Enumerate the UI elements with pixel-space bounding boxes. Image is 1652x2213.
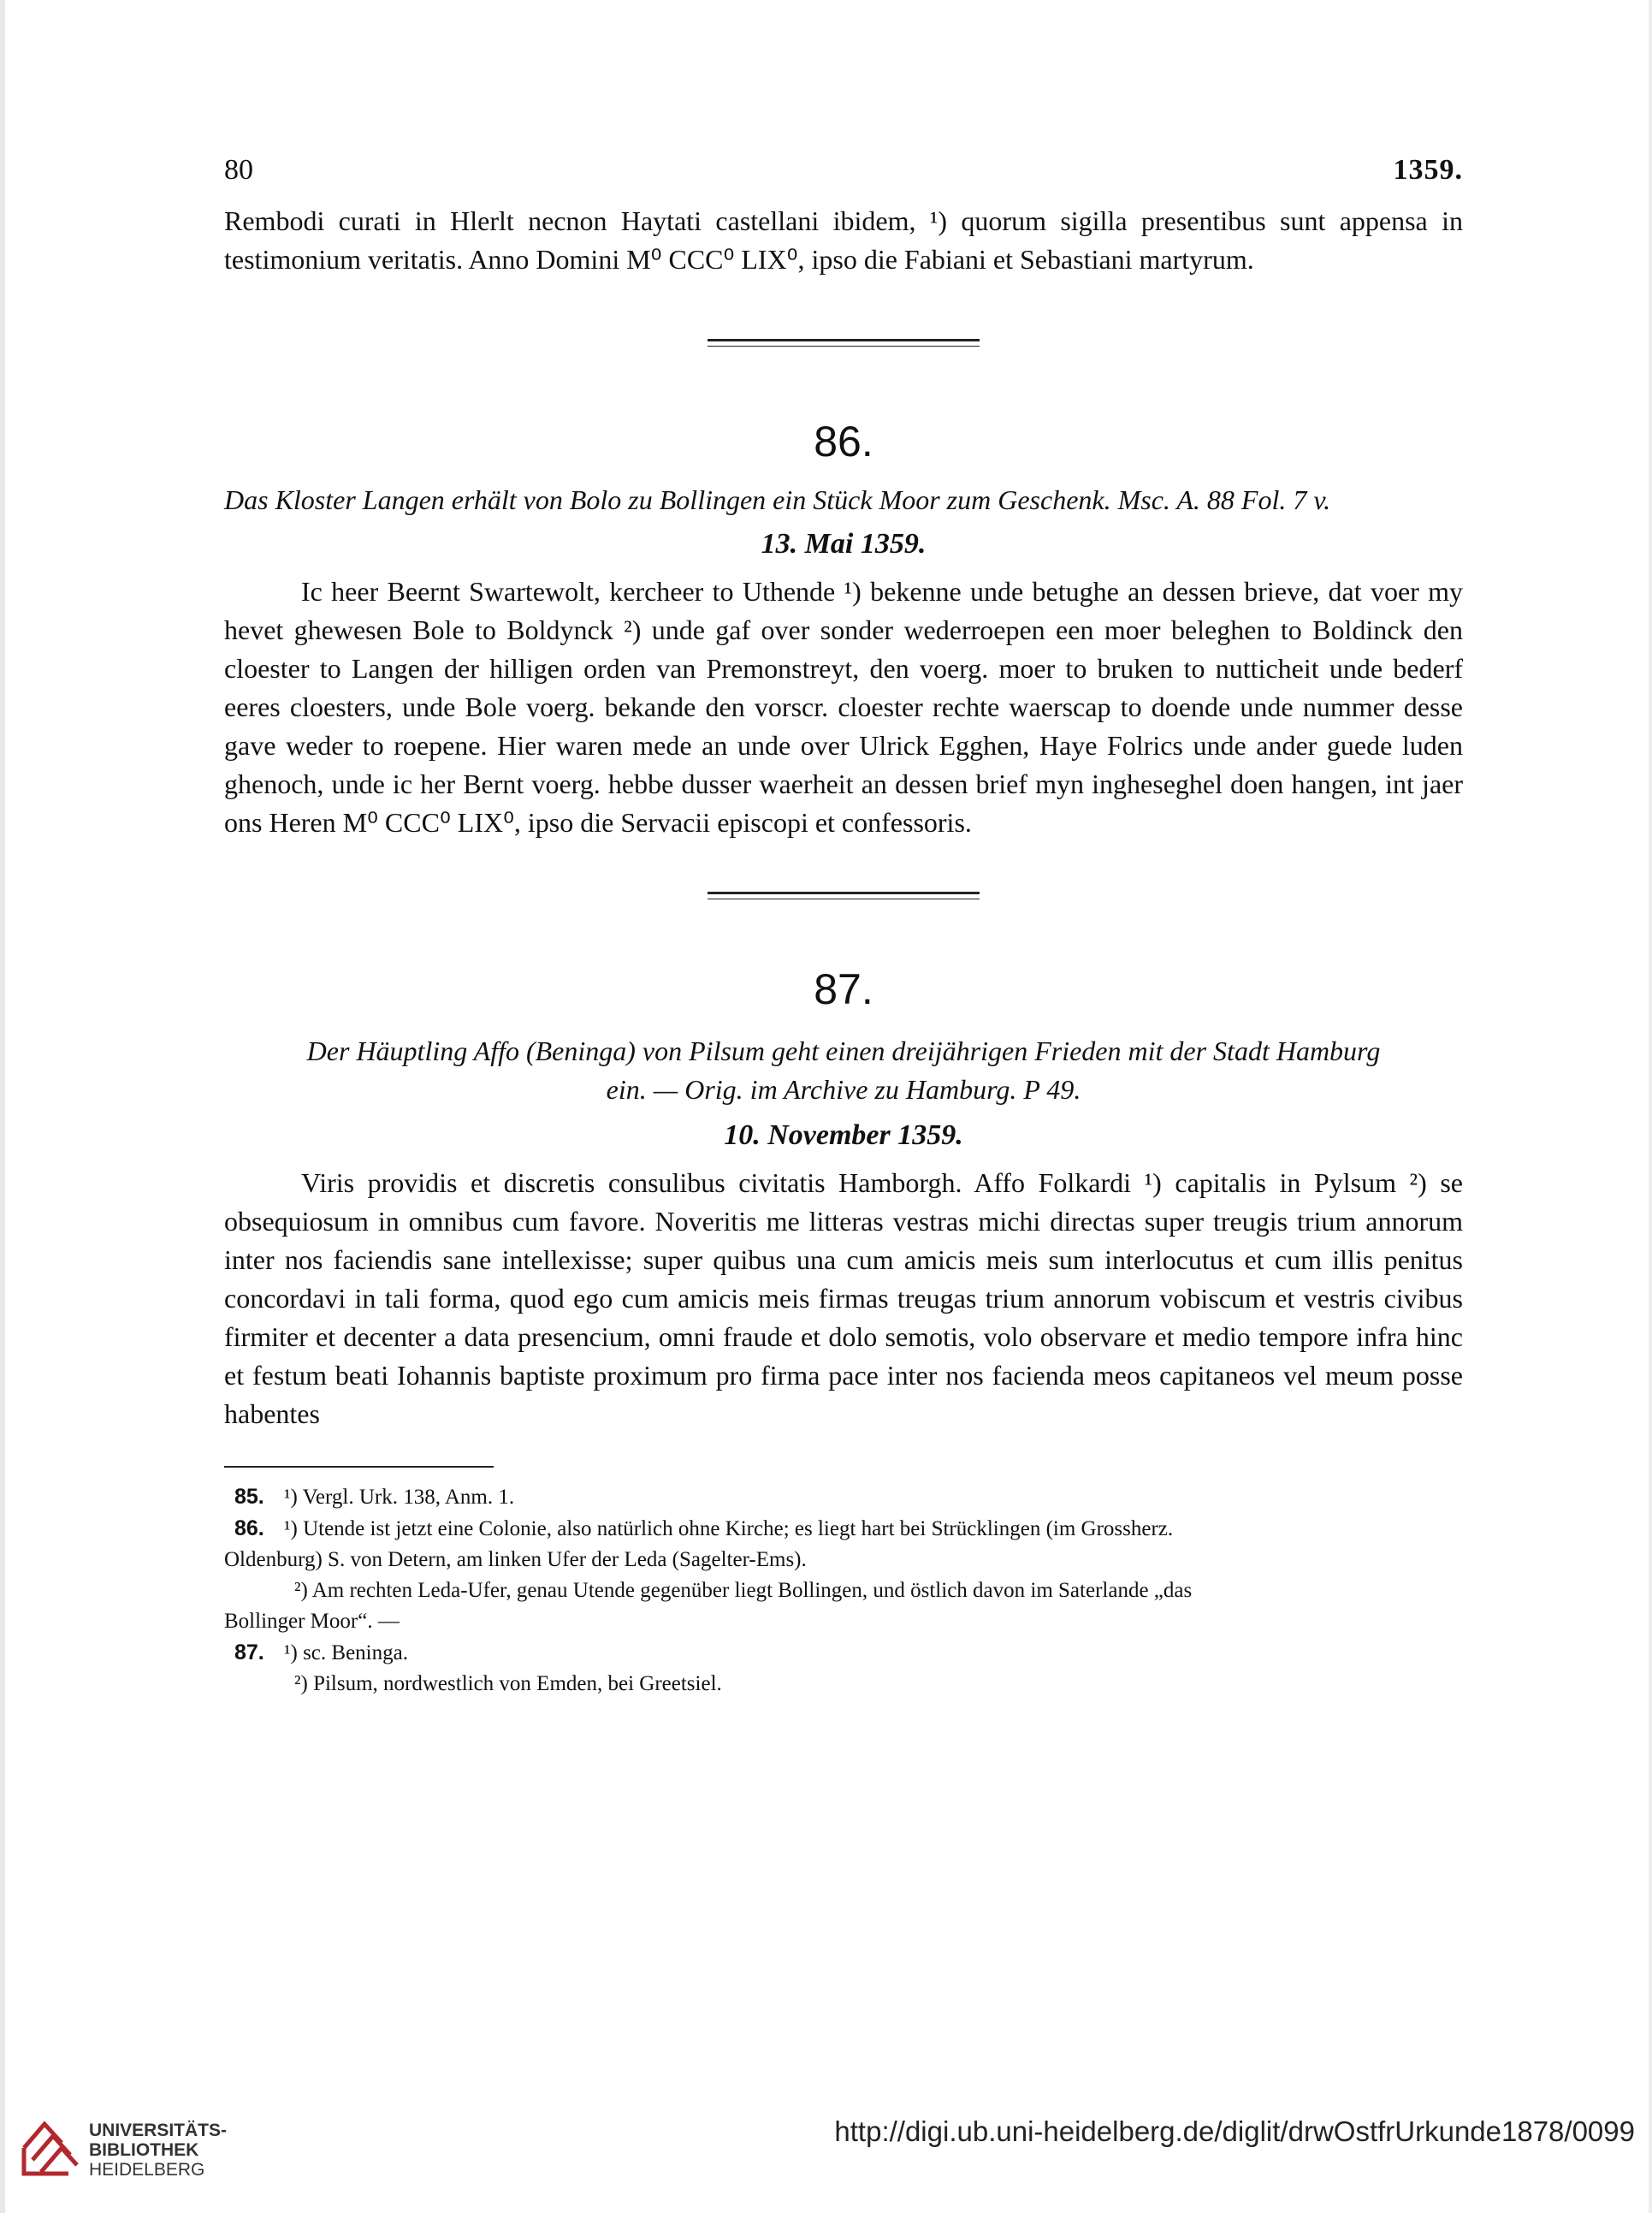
library-name	[89, 2121, 227, 2180]
scan-edge-right	[1649, 0, 1652, 2213]
document-regest-line-2: ein. — Orig. im Archive zu Hamburg. P 49.	[606, 1074, 1081, 1105]
document-number: 86.	[814, 418, 873, 466]
running-year: 1359.	[1393, 154, 1463, 186]
library-footer	[0, 2080, 1652, 2213]
library-name-line-1: UNIVERSITÄTS-	[89, 2121, 228, 2140]
footnotes	[224, 1481, 1463, 1700]
section-separator	[708, 339, 980, 351]
document-regest-line-1: Der Häuptling Affo (Beninga) von Pilsum geht einen dreijährigen Frieden mit der Stadt Hamburg	[306, 1035, 1381, 1066]
running-head	[224, 154, 1463, 202]
document-date: 10. November 1359.	[724, 1119, 963, 1151]
footnote-doc-number: 85.	[234, 1485, 264, 1509]
footnote-doc-number: 86.	[234, 1516, 264, 1540]
intro-paragraph: Rembodi curati in Hlerlt necnon Haytati castellani ibidem, ¹) quorum sigilla presentibus sunt appensa in testimonium veritatis. Anno Domini M⁰ CCC⁰ LIX⁰, ipso die Fabiani et Sebastiani martyrum.	[224, 205, 1463, 275]
footnote-text: ¹) Utende ist jetzt eine Colonie, also natürlich ohne Kirche; es liegt hart bei Strücklingen (im Grossherz.	[284, 1517, 1174, 1540]
footnote-text: ¹) Vergl. Urk. 138, Anm. 1.	[284, 1486, 515, 1509]
document-regest: Das Kloster Langen erhält von Bolo zu Bollingen ein Stück Moor zum Geschenk. Msc. A. 88 Fol. 7 v.	[224, 484, 1331, 515]
footnote-86-1-continued: Oldenburg) S. von Detern, am linken Ufer der Leda (Sagelter-Ems).	[224, 1548, 807, 1571]
footnote-doc-number: 87.	[234, 1640, 264, 1664]
footnote-85	[224, 1481, 1463, 1513]
permalink-url[interactable]: http://digi.ub.uni-heidelberg.de/diglit/drwOstfrUrkunde1878/0099	[834, 2115, 1635, 2147]
page-number: 80	[224, 154, 253, 186]
document-87	[224, 964, 1463, 1433]
footnote-86-2-continued: Bollinger Moor“. —	[224, 1610, 400, 1633]
footnote-86-2: ²) Am rechten Leda-Ufer, genau Utende gegenüber liegt Bollingen, und östlich davon im Saterlande „das	[294, 1579, 1193, 1602]
footnote-text: ¹) sc. Beninga.	[284, 1641, 408, 1664]
document-text: Viris providis et discretis consulibus civitatis Hamborgh. Affo Folkardi ¹) capitalis in Pylsum ²) se obsequiosum in omnibus cum favore. Noveritis me litteras vestras michi directas super treugis trium annorum inter nos faciendis sane intellexisse; super quibus una cum amicis meis sum interlocutus et cum illis penitus concordavi in tali forma, quod ego cum amicis meis firmas treugas trium annorum vobiscum et vestris civibus firmiter et decenter a data presencium, omni fraude et dolo semotis, volo observare et medio tempore infra hinc et festum beati Iohannis baptiste proximum pro firma pace inter nos facienda meos capitaneos vel meum posse habentes	[224, 1167, 1463, 1429]
document-86	[224, 416, 1463, 842]
scan-edge-left	[0, 0, 5, 2213]
footnote-86-1	[224, 1513, 1463, 1545]
library-name-line-2: BIBLIOTHEK	[89, 2140, 199, 2160]
document-text: Ic heer Beernt Swartewolt, kercheer to Uthende ¹) bekenne unde betughe an dessen brieve, dat voer my hevet ghewesen Bole to Boldynck ²) unde gaf over sonder wederroepen een moer beleghen to Boldinck den cloester to Langen der hilligen orden van Premonstreyt, den voerg. moer to bruken to nutticheit unde bederf eeres cloesters, unde Bole voerg. bekande den vorscr. cloester rechte waerscap to doende unde nummer desse gave weder to roepene. Hier waren mede an unde over Ulrick Egghen, Haye Folrics unde ander guede luden ghenoch, unde ic her Bernt voerg. hebbe dusser waerheit an dessen brief myn ingheseghel doen hangen, int jaer ons Heren M⁰ CCC⁰ LIX⁰, ipso die Servacii episcopi et confessoris.	[224, 576, 1463, 838]
ub-heidelberg-logo-icon	[17, 2114, 80, 2180]
document-number: 87.	[814, 965, 873, 1013]
footnote-87-1	[224, 1637, 1463, 1669]
document-date: 13. Mai 1359.	[761, 528, 927, 560]
section-separator	[708, 892, 980, 904]
footnote-87-2: ²) Pilsum, nordwestlich von Emden, bei Greetsiel.	[294, 1672, 722, 1695]
library-name-line-3: HEIDELBERG	[89, 2160, 205, 2180]
document-page	[224, 154, 1463, 1700]
